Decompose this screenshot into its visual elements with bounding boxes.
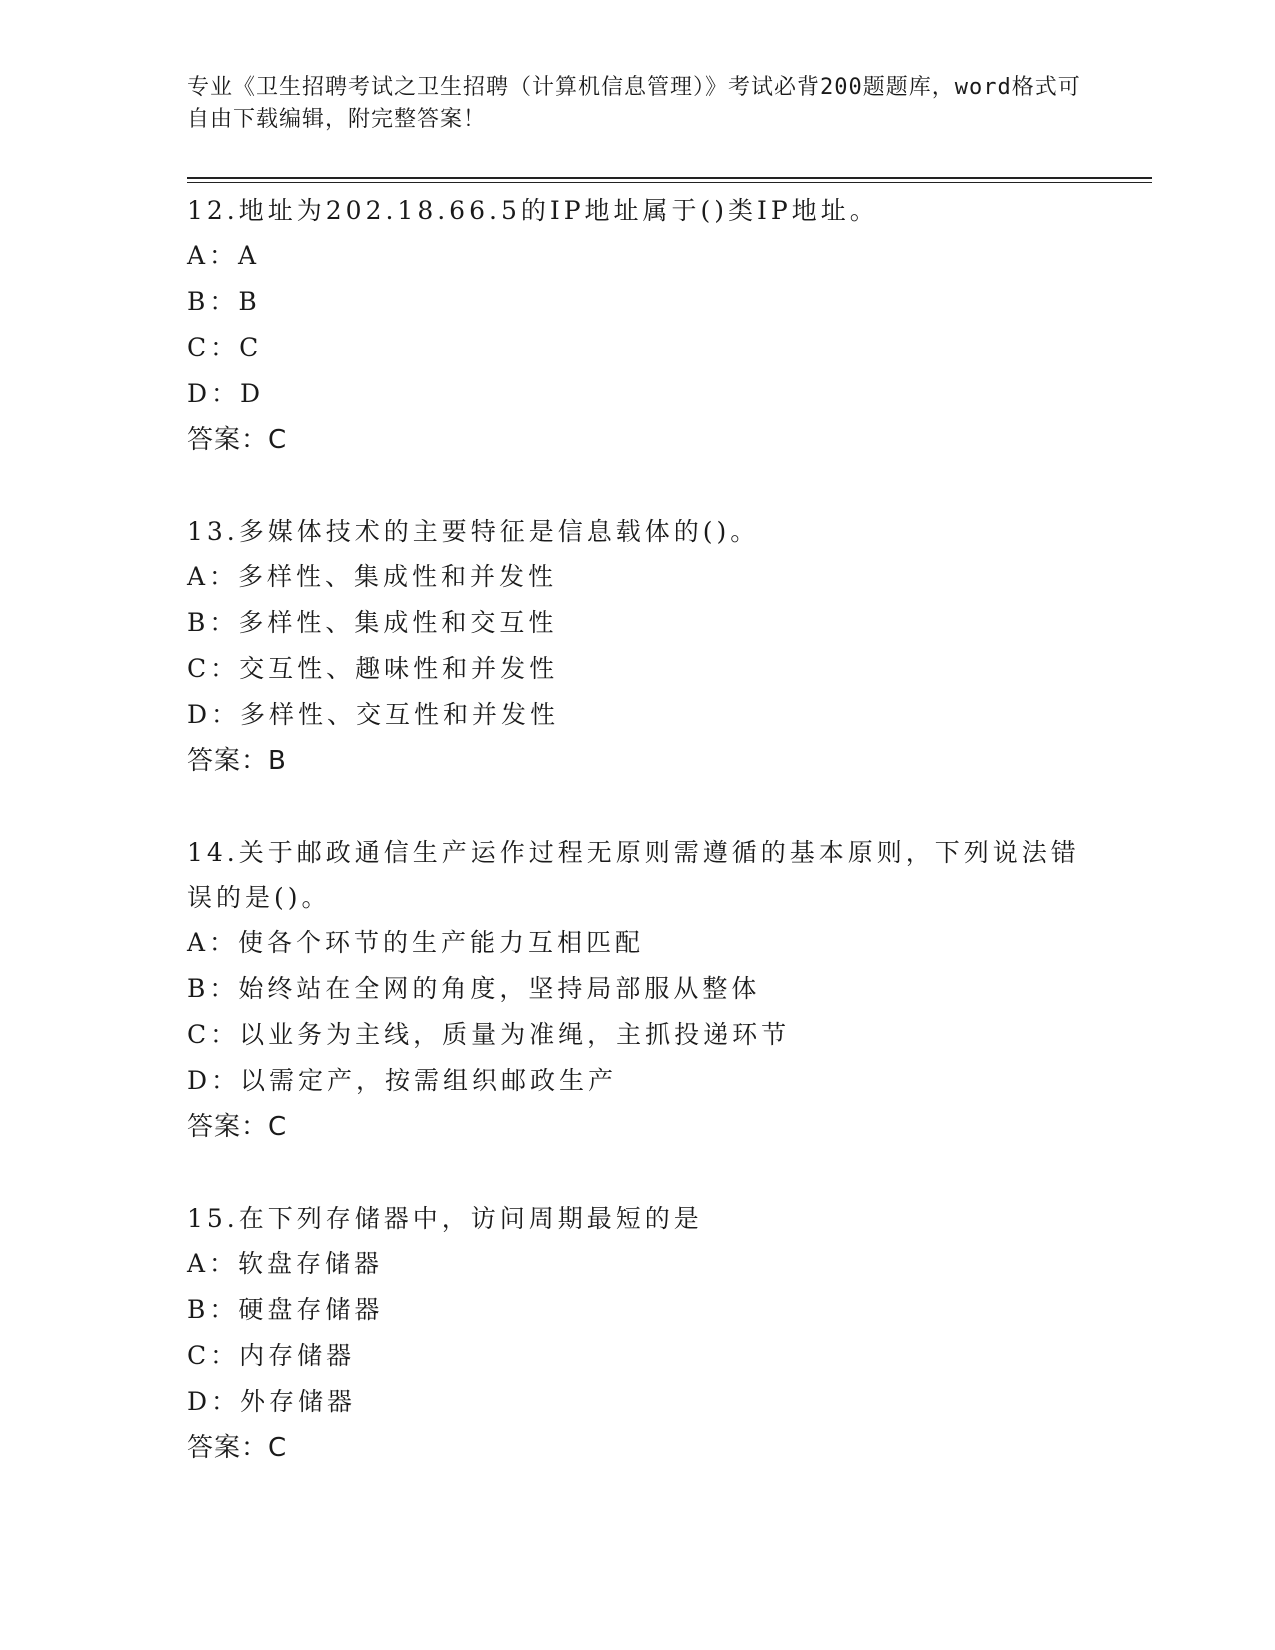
option-b: B：始终站在全网的角度，坚持局部服从整体 (187, 974, 761, 1003)
option-a: A：软盘存储器 (187, 1249, 384, 1278)
option-b: B：B (187, 287, 261, 316)
question-14 (187, 830, 1087, 1150)
option-b: B：硬盘存储器 (187, 1295, 384, 1324)
option-c: C：以业务为主线，质量为准绳，主抓投递环节 (187, 1020, 791, 1049)
question-list (187, 188, 1087, 1517)
question-stem: 15.在下列存储器中，访问周期最短的是 (187, 1204, 703, 1233)
option-a: A：A (187, 241, 261, 270)
answer-line: 答案：B (187, 746, 287, 776)
header-divider-thick (187, 177, 1152, 179)
option-c: C：C (187, 333, 263, 362)
option-c: C：内存储器 (187, 1341, 356, 1370)
answer-line: 答案：C (187, 1112, 288, 1142)
question-stem: 12.地址为202.18.66.5的IP地址属于()类IP地址。 (187, 196, 879, 225)
question-stem: 14.关于邮政通信生产运作过程无原则需遵循的基本原则，下列说法错误的是()。 (187, 838, 1080, 912)
question-13 (187, 509, 1087, 784)
document-header: 专业《卫生招聘考试之卫生招聘（计算机信息管理）》考试必背200题题库，word格式可自由下载编辑，附完整答案！ (187, 75, 1081, 132)
answer-line: 答案：C (187, 425, 288, 455)
option-d: D：外存储器 (187, 1387, 357, 1416)
option-d: D：多样性、交互性和并发性 (187, 700, 560, 729)
question-stem: 13.多媒体技术的主要特征是信息载体的()。 (187, 517, 760, 546)
option-c: C：交互性、趣味性和并发性 (187, 654, 559, 683)
question-12 (187, 188, 1087, 463)
answer-line: 答案：C (187, 1433, 288, 1463)
question-15 (187, 1196, 1087, 1471)
option-d: D：D (187, 379, 265, 408)
header-divider-thin (187, 182, 1152, 183)
option-a: A：多样性、集成性和并发性 (187, 562, 558, 591)
option-b: B：多样性、集成性和交互性 (187, 608, 558, 637)
option-a: A：使各个环节的生产能力互相匹配 (187, 928, 645, 957)
option-d: D：以需定产，按需组织邮政生产 (187, 1066, 618, 1095)
